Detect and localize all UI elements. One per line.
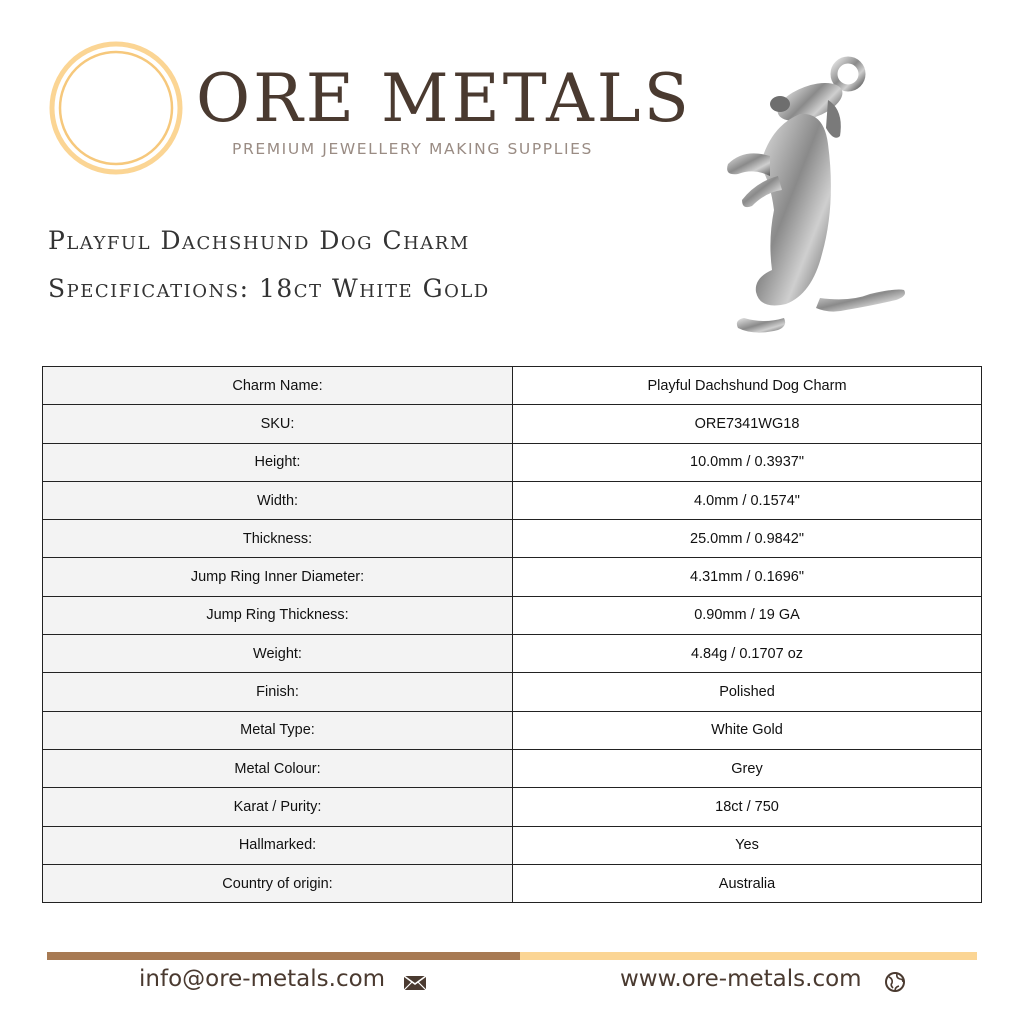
spec-value: 25.0mm / 0.9842" <box>513 520 982 558</box>
globe-icon <box>884 971 906 993</box>
product-title: Playful Dachshund Dog Charm <box>48 226 470 255</box>
contact-email[interactable]: info@ore-metals.com <box>139 966 386 992</box>
spec-label: Jump Ring Thickness: <box>43 596 513 634</box>
spec-label: Weight: <box>43 635 513 673</box>
specifications-table <box>42 366 982 903</box>
spec-value: ORE7341WG18 <box>513 405 982 443</box>
product-specification-title: Specifications: 18ct White Gold <box>48 274 490 303</box>
spec-label: Width: <box>43 481 513 519</box>
spec-label: Thickness: <box>43 520 513 558</box>
spec-row <box>43 864 982 902</box>
spec-row <box>43 520 982 558</box>
spec-label: Height: <box>43 443 513 481</box>
spec-value: 4.31mm / 0.1696" <box>513 558 982 596</box>
spec-label: Jump Ring Inner Diameter: <box>43 558 513 596</box>
spec-label: Country of origin: <box>43 864 513 902</box>
spec-row <box>43 405 982 443</box>
spec-value: Australia <box>513 864 982 902</box>
spec-value: Playful Dachshund Dog Charm <box>513 367 982 405</box>
spec-value: 10.0mm / 0.3937" <box>513 443 982 481</box>
spec-row <box>43 596 982 634</box>
spec-value: Yes <box>513 826 982 864</box>
spec-label: Hallmarked: <box>43 826 513 864</box>
envelope-icon <box>403 975 427 991</box>
spec-row <box>43 826 982 864</box>
footer-bar-left <box>47 952 520 960</box>
spec-value: 4.84g / 0.1707 oz <box>513 635 982 673</box>
spec-label: Charm Name: <box>43 367 513 405</box>
spec-label: Metal Colour: <box>43 749 513 787</box>
spec-row <box>43 367 982 405</box>
spec-row <box>43 749 982 787</box>
spec-row <box>43 635 982 673</box>
dachshund-charm-image <box>700 52 920 342</box>
spec-row <box>43 558 982 596</box>
brand-name: ORE METALS <box>196 60 692 137</box>
spec-value: 4.0mm / 0.1574" <box>513 481 982 519</box>
spec-value: 18ct / 750 <box>513 788 982 826</box>
spec-value: 0.90mm / 19 GA <box>513 596 982 634</box>
logo-rings <box>48 40 184 176</box>
spec-row <box>43 711 982 749</box>
spec-row <box>43 788 982 826</box>
spec-label: Finish: <box>43 673 513 711</box>
brand-tagline: PREMIUM JEWELLERY MAKING SUPPLIES <box>232 140 593 158</box>
spec-label: SKU: <box>43 405 513 443</box>
spec-value: Grey <box>513 749 982 787</box>
spec-value: Polished <box>513 673 982 711</box>
spec-label: Karat / Purity: <box>43 788 513 826</box>
spec-value: White Gold <box>513 711 982 749</box>
contact-website[interactable]: www.ore-metals.com <box>620 966 862 992</box>
spec-row <box>43 673 982 711</box>
spec-label: Metal Type: <box>43 711 513 749</box>
spec-row <box>43 481 982 519</box>
spec-row <box>43 443 982 481</box>
footer-bar-right <box>520 952 977 960</box>
